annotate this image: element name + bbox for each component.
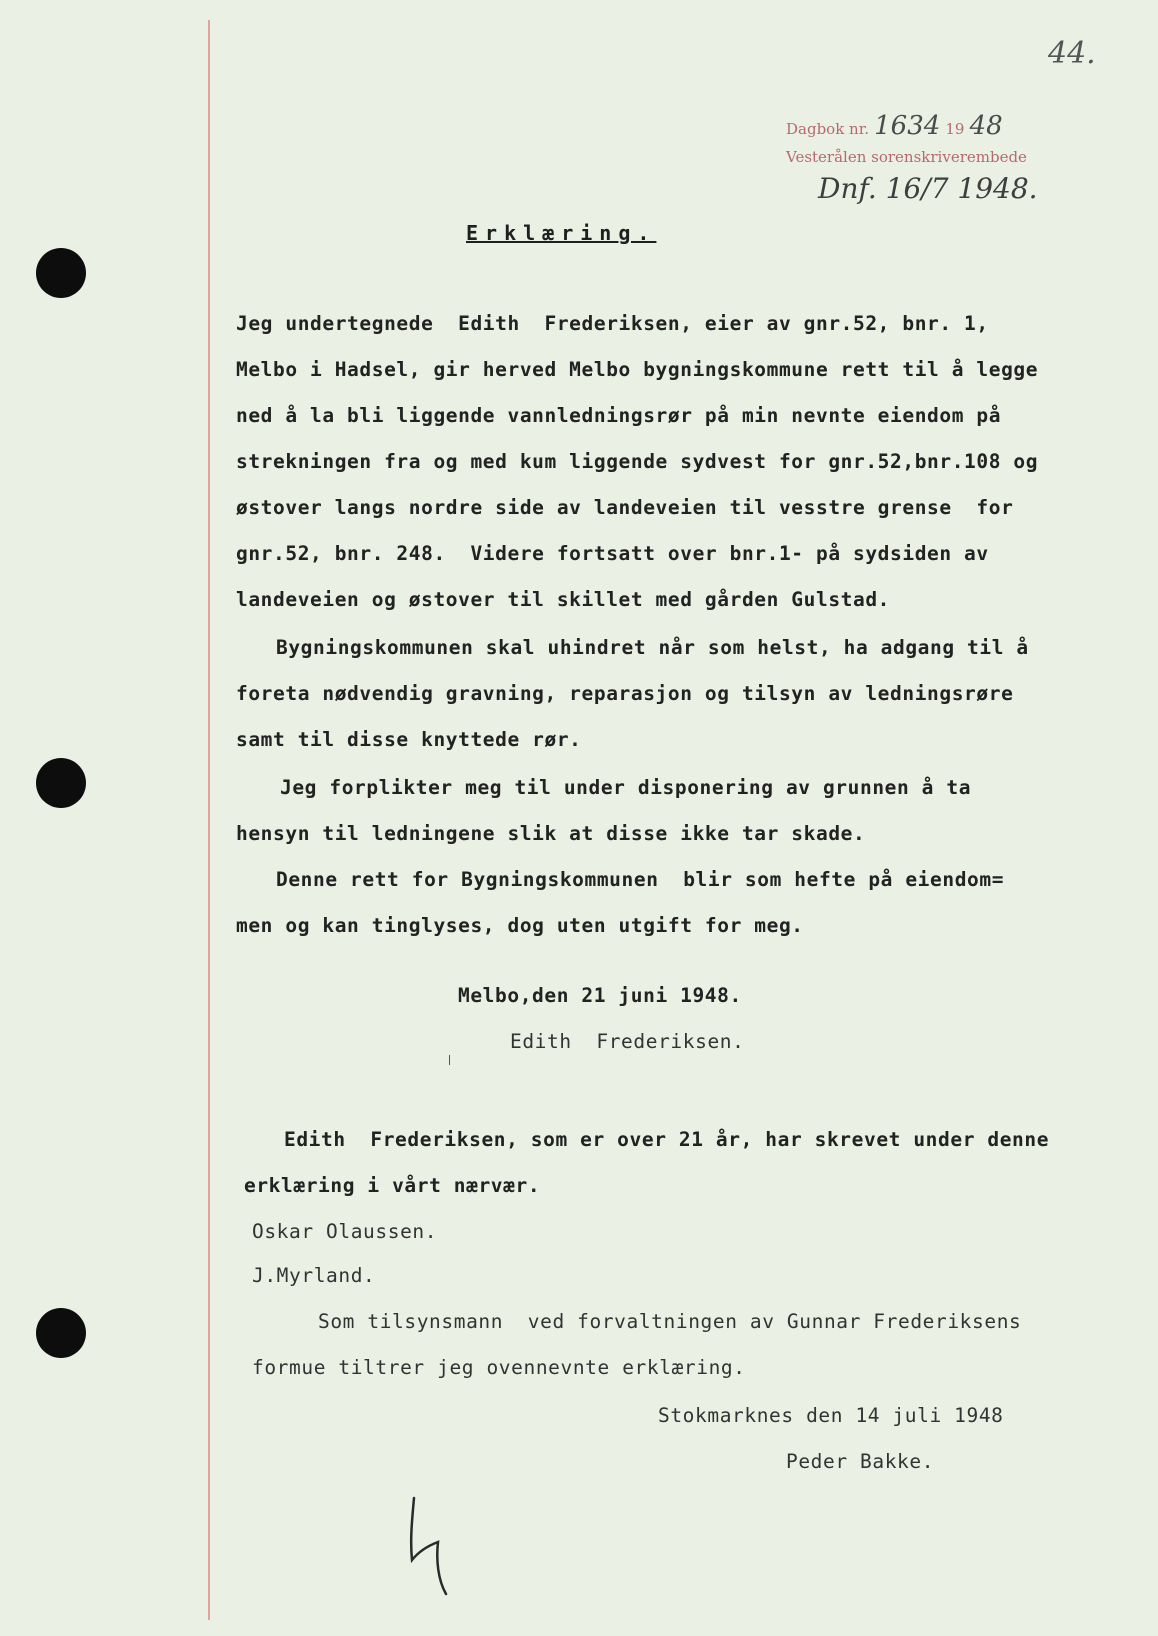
supervisor-name: Peder Bakke. — [786, 1450, 935, 1473]
paragraph-line: ned å la bli liggende vannledningsrør på min nevnte eiendom på — [236, 404, 1002, 427]
supervisor-statement-line: Som tilsynsmann ved forvaltningen av Gunnar Frederiksens — [318, 1310, 1022, 1333]
stamp-year-suffix: 48 — [969, 111, 1003, 141]
punch-hole — [36, 248, 86, 298]
pen-mark — [449, 1055, 450, 1065]
page-number: 44. — [1048, 36, 1096, 71]
paragraph-line: Jeg undertegnede Edith Frederiksen, eier av gnr.52, bnr. 1, — [236, 312, 989, 335]
punch-hole — [36, 758, 86, 808]
stamp-year-prefix: 19 — [945, 120, 965, 138]
paragraph-line: strekningen fra og med kum liggende sydvest for gnr.52,bnr.108 og — [236, 450, 1039, 473]
witness-statement-line: erklæring i vårt nærvær. — [244, 1174, 541, 1197]
paragraph-line: Denne rett for Bygningskommunen blir som hefte på eiendom= — [276, 868, 1005, 891]
paragraph-line: gnr.52, bnr. 248. Videre fortsatt over bnr.1- på sydsiden av — [236, 542, 989, 565]
paragraph-line: Bygningskommunen skal uhindret når som helst, ha adgang til å — [276, 636, 1029, 659]
paragraph-line: landeveien og østover til skillet med gården Gulstad. — [236, 588, 891, 611]
stamp-handwritten-date: Dnf. 16/7 1948. — [818, 172, 1038, 205]
handwritten-initial-icon — [400, 1490, 460, 1600]
signer-name: Edith Frederiksen. — [510, 1030, 745, 1053]
registry-stamp — [786, 112, 1038, 203]
stamp-dagbok-label: Dagbok nr. — [786, 120, 870, 138]
witness-name: Oskar Olaussen. — [252, 1220, 438, 1243]
witness-name: J.Myrland. — [252, 1264, 376, 1287]
paragraph-line: foreta nødvendig gravning, reparasjon og tilsyn av ledningsrøre — [236, 682, 1014, 705]
supervisor-place-date: Stokmarknes den 14 juli 1948 — [658, 1404, 1004, 1427]
paragraph-line: Melbo i Hadsel, gir herved Melbo bygningskommune rett til å legge — [236, 358, 1039, 381]
paragraph-line: Jeg forplikter meg til under disponering av grunnen å ta — [280, 776, 972, 799]
margin-line — [208, 20, 210, 1620]
witness-statement-line: Edith Frederiksen, som er over 21 år, har skrevet under denne — [284, 1128, 1050, 1151]
paragraph-line: hensyn til ledningene slik at disse ikke tar skade. — [236, 822, 866, 845]
document-title: Erklæring. — [466, 221, 657, 245]
stamp-office: Vesterålen sorenskriverembede — [786, 148, 1027, 166]
paragraph-line: samt til disse knyttede rør. — [236, 728, 582, 751]
paragraph-line: men og kan tinglyses, dog uten utgift for meg. — [236, 914, 804, 937]
stamp-dagbok-number: 1634 — [874, 111, 941, 141]
supervisor-statement-line: formue tiltrer jeg ovennevnte erklæring. — [252, 1356, 746, 1379]
place-date: Melbo,den 21 juni 1948. — [458, 984, 742, 1007]
paragraph-line: østover langs nordre side av landeveien til vesstre grense for — [236, 496, 1014, 519]
punch-hole — [36, 1308, 86, 1358]
